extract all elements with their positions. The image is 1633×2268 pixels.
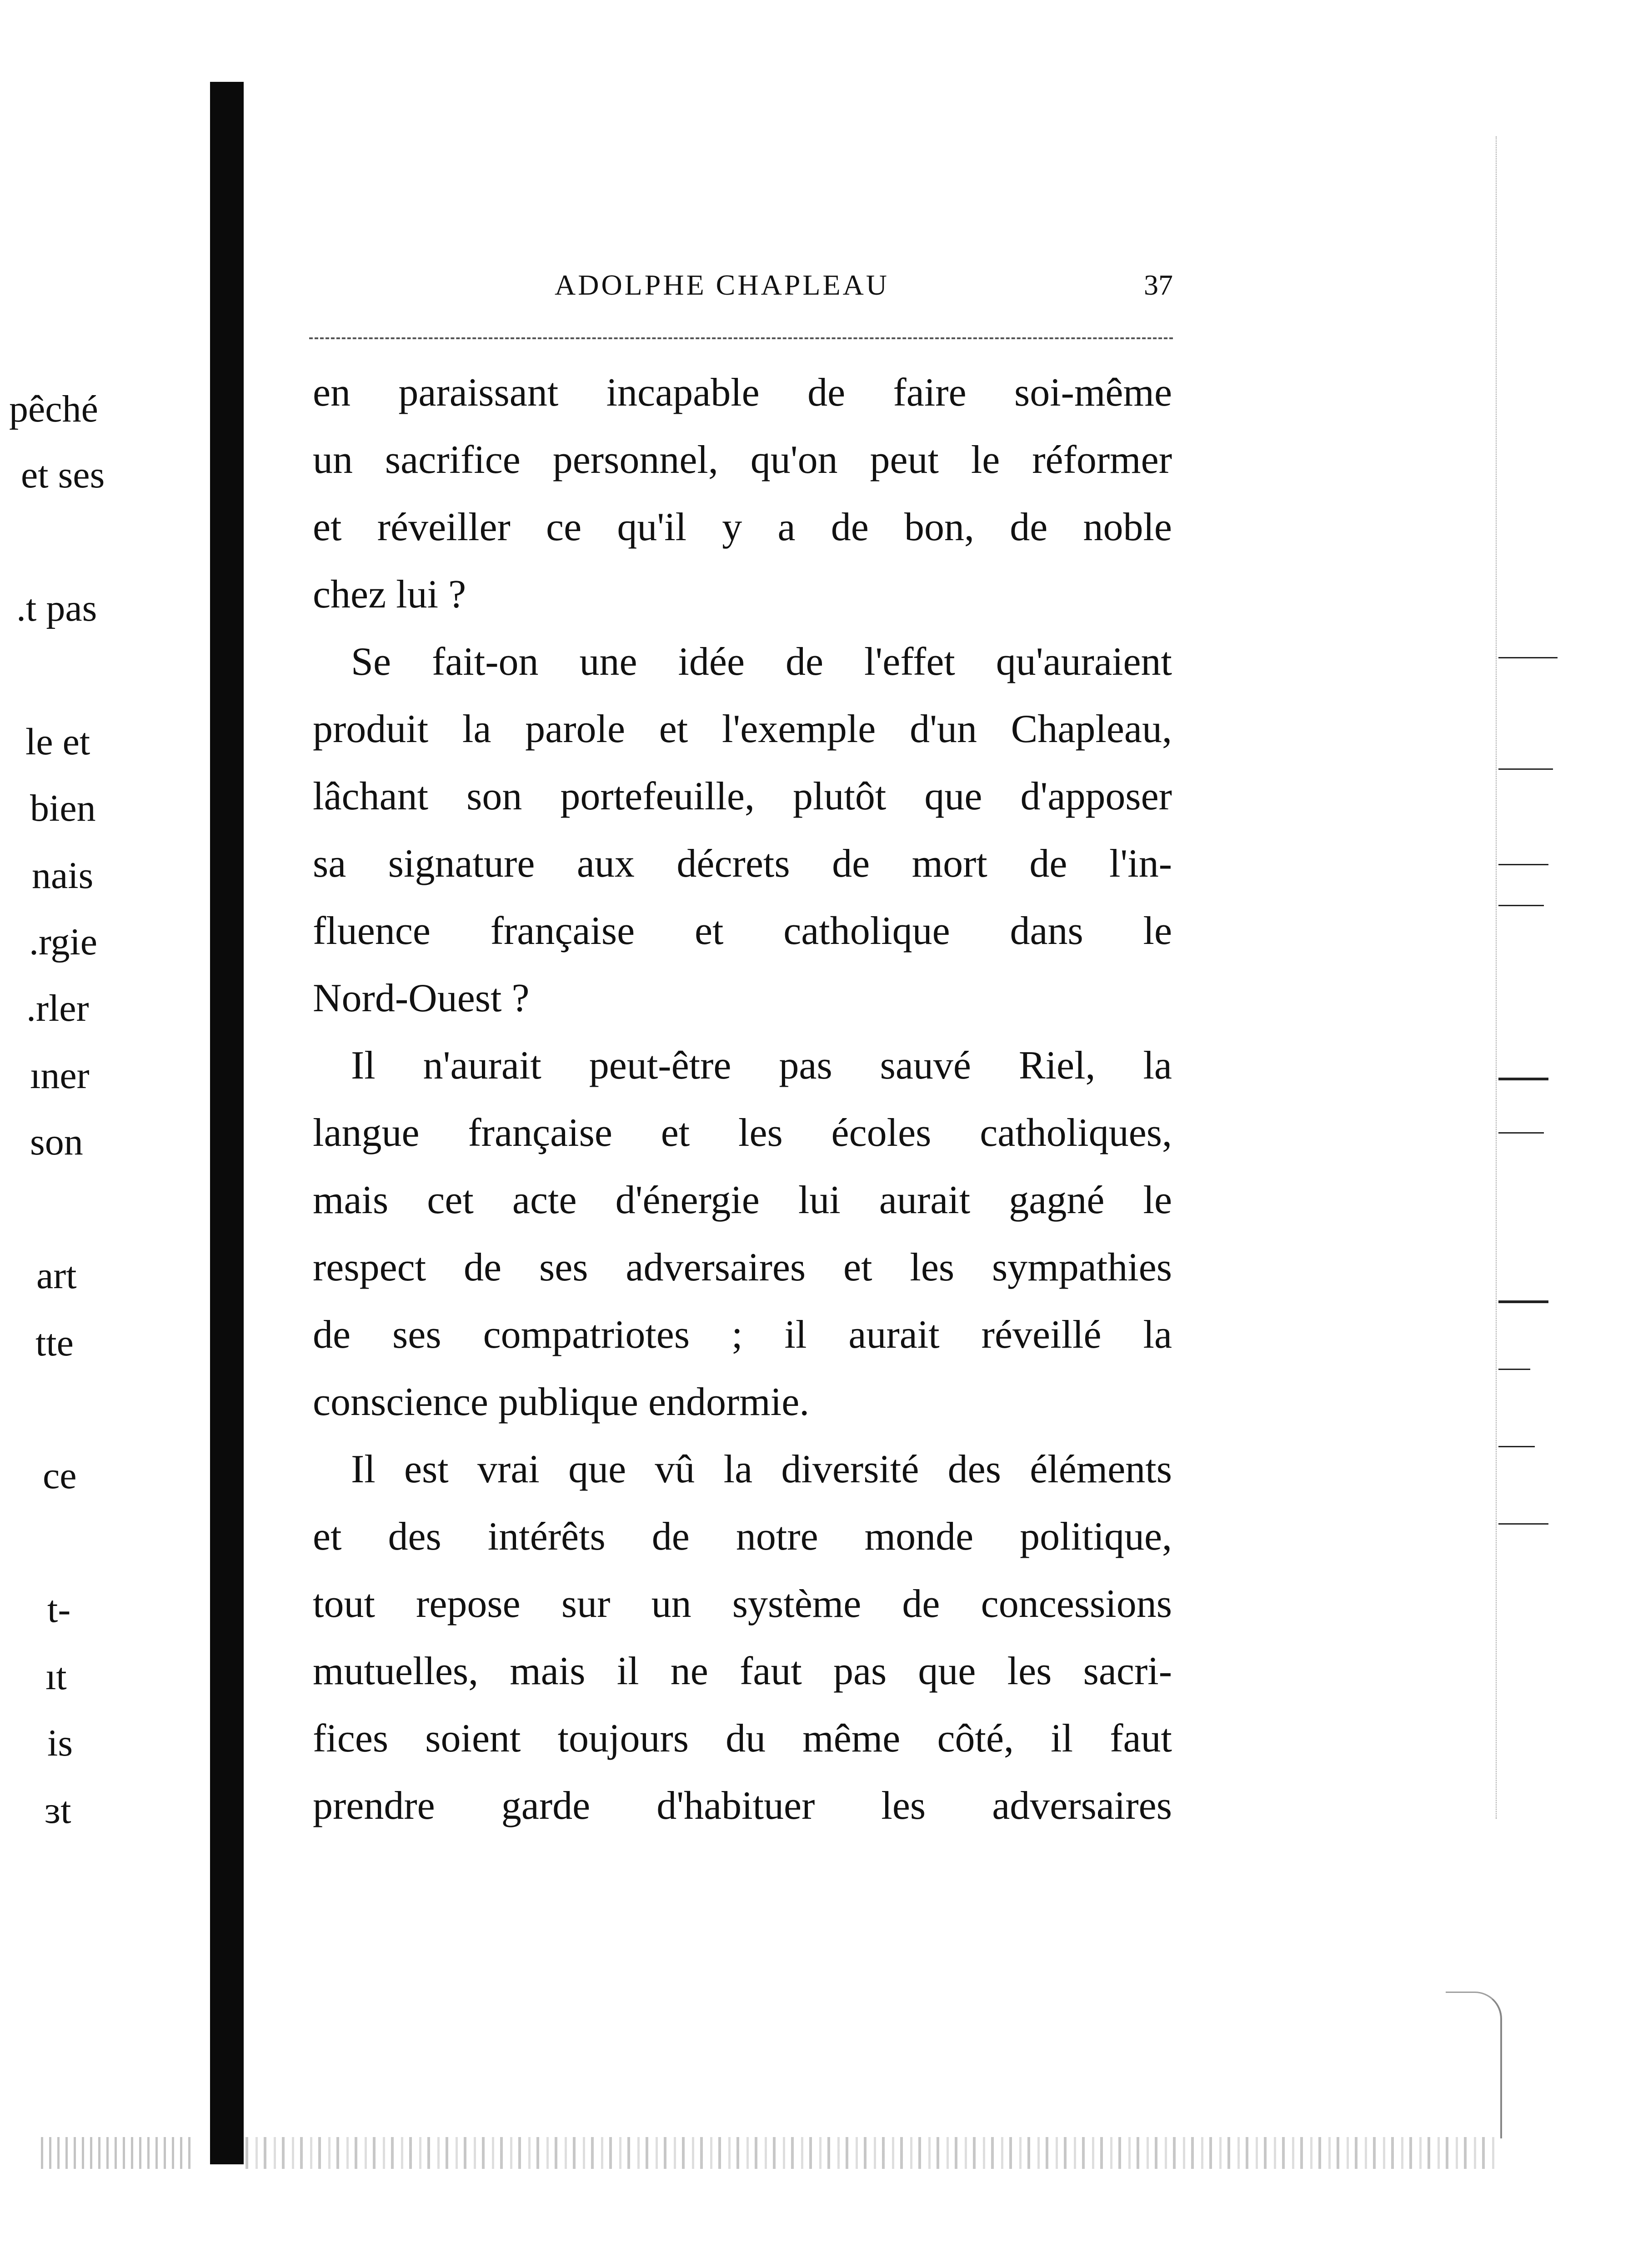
left-fragment-text: le et <box>25 721 90 763</box>
left-fragment-text: ce <box>43 1455 77 1497</box>
page-number: 37 <box>1144 269 1173 301</box>
header-rule <box>309 337 1173 339</box>
left-fragment-text: t- <box>47 1588 71 1631</box>
text-line: chez lui ? <box>313 572 466 617</box>
edge-mark <box>1498 1132 1544 1134</box>
left-fragment-text: art <box>36 1254 77 1297</box>
left-fragment-text: et ses <box>21 454 105 496</box>
paragraph-first-line: Se fait-on une idée de l'effet qu'auraient <box>351 640 1172 684</box>
text-line: produit la parole et l'exemple d'un Chapleau, <box>313 707 1172 751</box>
edge-mark <box>1498 1078 1548 1080</box>
scan-noise <box>41 2137 191 2169</box>
edge-mark <box>1498 1523 1548 1525</box>
left-fragment-text: pêché <box>9 388 98 430</box>
text-line: conscience publique endormie. <box>313 1380 810 1424</box>
text-line: langue française et les écoles catholiques, <box>313 1111 1172 1155</box>
text-line: et réveiller ce qu'il y a de bon, de noble <box>313 505 1172 549</box>
left-fragment-text: tte <box>35 1322 74 1364</box>
left-fragment-text: son <box>30 1121 83 1163</box>
left-fragment-text: .t pas <box>16 587 97 629</box>
text-line: fices soient toujours du même côté, il faut <box>313 1716 1172 1761</box>
text-line: sa signature aux décrets de mort de l'in- <box>313 842 1172 886</box>
left-fragment-text: .rgie <box>29 921 98 963</box>
body-text <box>313 359 1172 1840</box>
edge-mark <box>1498 768 1553 770</box>
text-line: un sacrifice personnel, qu'on peut le réformer <box>313 438 1172 482</box>
left-fragment-text: ıner <box>30 1054 90 1097</box>
text-line: respect de ses adversaires et les sympathies <box>313 1245 1172 1290</box>
left-fragment-text: is <box>47 1722 73 1764</box>
text-line: mutuelles, mais il ne faut pas que les sacri- <box>313 1649 1172 1693</box>
edge-mark <box>1498 1369 1530 1370</box>
page-corner-curl <box>1446 1992 1502 2138</box>
left-fragment-text: ıt <box>45 1656 67 1698</box>
text-line: de ses compatriotes ; il aurait réveillé la <box>313 1313 1172 1357</box>
left-fragment-text: nais <box>32 854 94 897</box>
edge-mark <box>1498 1446 1535 1447</box>
text-line: fluence française et catholique dans le <box>313 909 1172 953</box>
paragraph-first-line: Il est vrai que vû la diversité des éléments <box>351 1447 1172 1491</box>
text-line: prendre garde d'habituer les adversaires <box>313 1784 1172 1828</box>
edge-mark <box>1498 657 1558 658</box>
text-line: mais cet acte d'énergie lui aurait gagné le <box>313 1178 1172 1222</box>
paragraph-first-line: Il n'aurait peut-être pas sauvé Riel, la <box>351 1044 1172 1088</box>
text-line: Nord-Ouest ? <box>313 976 530 1020</box>
text-line: et des intérêts de notre monde politique, <box>313 1515 1172 1559</box>
left-page-fragments <box>0 0 200 2268</box>
edge-mark <box>1498 1300 1548 1303</box>
text-line: tout repose sur un système de concessions <box>313 1582 1172 1626</box>
left-fragment-text: .rler <box>26 987 89 1029</box>
text-line: lâchant son portefeuille, plutôt que d'apposer <box>313 774 1172 818</box>
running-title: ADOLPHE CHAPLEAU <box>555 269 889 301</box>
edge-mark <box>1498 864 1548 865</box>
left-fragment-text: bien <box>30 787 96 829</box>
left-fragment-text: ɜt <box>45 1789 71 1831</box>
edge-mark <box>1498 905 1544 906</box>
text-line: en paraissant incapable de faire soi-même <box>313 371 1172 415</box>
right-page-edge <box>1496 136 1551 1819</box>
binding-gutter-shadow <box>210 82 244 2164</box>
running-head <box>309 268 1173 318</box>
scan-noise <box>245 2137 1500 2169</box>
